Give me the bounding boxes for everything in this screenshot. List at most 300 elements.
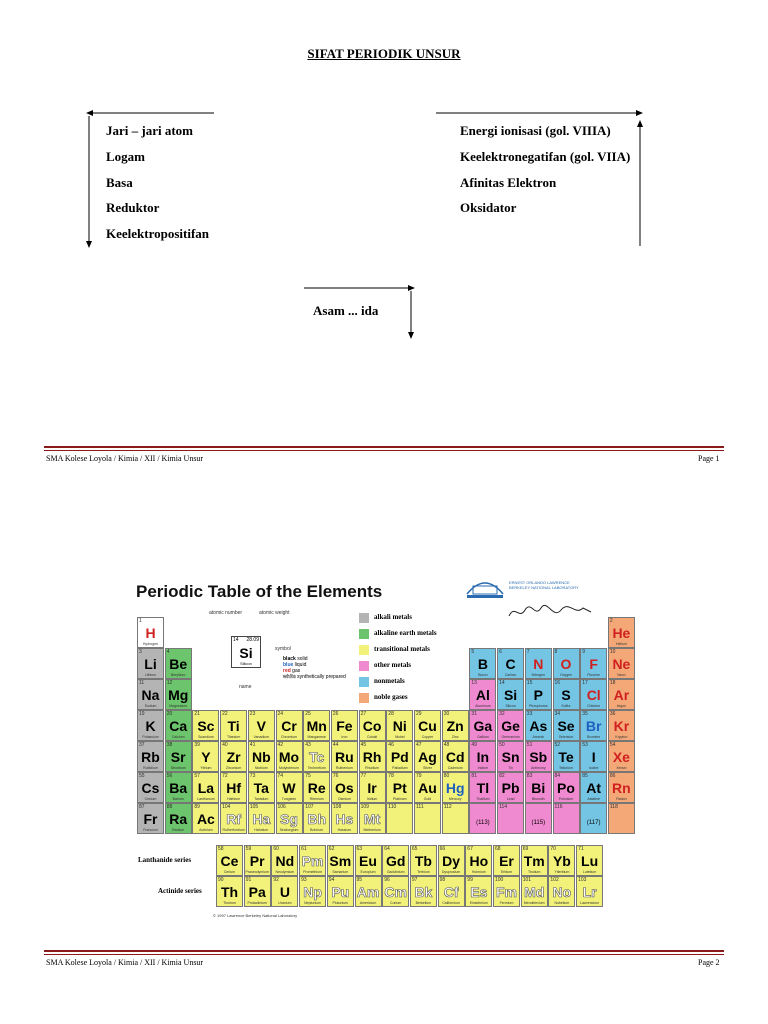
element-symbol: Hg (445, 780, 465, 796)
element-number: 83 (526, 773, 533, 779)
element-sc (192, 710, 219, 741)
left-horizontal-arrow (86, 108, 216, 118)
element-symbol: Lr (582, 884, 597, 900)
element-bh (303, 803, 330, 834)
element-symbol: V (256, 718, 266, 734)
element-116 (553, 803, 580, 834)
element-name: Californium (442, 901, 460, 905)
element-name: Rutherfordium (222, 828, 245, 832)
element-number: 67 (467, 846, 473, 852)
element-number: 80 (443, 773, 450, 779)
element-symbol: Si (503, 687, 518, 703)
element-si (497, 679, 524, 710)
element-symbol: Ba (169, 780, 188, 796)
element-cu (414, 710, 441, 741)
element-number: 97 (411, 877, 418, 883)
element-ru (331, 741, 358, 772)
element-number: 110 (388, 804, 397, 810)
element-symbol: Po (557, 780, 575, 796)
left-item-1: Jari – jari atom (106, 123, 194, 138)
element-symbol: (117) (586, 820, 601, 826)
state-word-liquid: blue (283, 662, 294, 668)
element-number: 18 (609, 680, 616, 686)
element-name: Seaborgium (279, 828, 299, 832)
page-title: SIFAT PERIODIK UNSUR (307, 46, 461, 61)
element-number: 68 (495, 846, 501, 852)
element-xe (608, 741, 635, 772)
element-number: 118 (609, 804, 618, 810)
element-th (216, 876, 243, 907)
element-mo (276, 741, 303, 772)
element-symbol: Pr (249, 853, 265, 869)
periodic-table-figure (113, 550, 654, 930)
footer2-rule-top (44, 950, 724, 952)
element-symbol: P (533, 687, 543, 703)
key-symbol-label: symbol (275, 646, 291, 652)
element-name: Praseodymium (245, 870, 269, 874)
element-tc (303, 741, 330, 772)
element-ha (248, 803, 275, 834)
element-symbol: Au (418, 780, 437, 796)
element-number: 71 (578, 846, 584, 852)
element-symbol: As (529, 718, 548, 734)
right-item-2: Keelektronegatifan (gol. VIIA) (460, 149, 631, 164)
element-number: 10 (609, 649, 616, 655)
element-ce (216, 845, 243, 876)
element-number: 36 (609, 711, 616, 717)
element-number: 34 (554, 711, 561, 717)
element-number: 15 (526, 680, 533, 686)
element-symbol: I (591, 749, 596, 765)
element-name: Actinium (199, 828, 213, 832)
key-states (283, 656, 346, 680)
element-zn (442, 710, 469, 741)
key-example-name: Silicon (240, 661, 252, 666)
legend-label: alkali metals (374, 613, 412, 621)
element-number: 5 (471, 649, 475, 655)
element-number: 32 (499, 711, 505, 717)
element-symbol: (115) (531, 820, 546, 826)
element-symbol: Ta (253, 780, 269, 796)
element-name: Argon (616, 704, 627, 708)
element-number: 95 (356, 877, 363, 883)
element-symbol: Rf (226, 811, 241, 827)
element-mt (359, 803, 386, 834)
element-bk (410, 876, 437, 907)
element-number: 93 (301, 877, 307, 883)
element-symbol: Pm (301, 853, 324, 869)
element-number: 39 (194, 742, 200, 748)
element-symbol: Md (524, 884, 545, 900)
element-name: Hassium (337, 828, 352, 832)
element-number: 79 (416, 773, 422, 779)
element-symbol: Cs (141, 780, 160, 796)
element-name: Samarium (332, 870, 349, 874)
element-number: 4 (166, 649, 170, 655)
element-name: Promethium (303, 870, 323, 874)
element-name: Nitrogen (531, 673, 545, 677)
element-name: Nobelium (554, 901, 570, 905)
element-number: 30 (443, 711, 450, 717)
element-p (525, 679, 552, 710)
element-number: 2 (609, 618, 613, 624)
element-number: 111 (416, 804, 424, 810)
element-name: Yttrium (200, 766, 212, 770)
element-symbol: B (477, 656, 488, 672)
element-number: 104 (222, 804, 231, 810)
element-name: Rhodium (365, 766, 380, 770)
element-sg (276, 803, 303, 834)
legend-swatch (359, 613, 369, 623)
element-symbol: Cr (281, 718, 297, 734)
element-c (497, 648, 524, 679)
element-name: Neodymium (275, 870, 295, 874)
element-number: 88 (166, 804, 173, 810)
footer-left-2: SMA Kolese Loyola / Kimia / XII / Kimia Unsur (46, 958, 204, 967)
element-symbol: Y (201, 749, 211, 765)
element-symbol: Cm (384, 884, 407, 900)
element-name: Uranium (278, 901, 292, 905)
element-number: 69 (522, 846, 529, 852)
element-symbol: Bh (307, 811, 327, 827)
element-number: 40 (222, 742, 228, 748)
element-symbol: Nd (275, 853, 295, 869)
element-symbol: Mo (278, 749, 300, 765)
element-113 (469, 803, 496, 834)
element-symbol: Na (141, 687, 160, 703)
element-symbol: In (476, 749, 490, 765)
legend-label: noble gases (374, 693, 408, 701)
element-name: Iodine (588, 766, 599, 770)
element-sr (165, 741, 192, 772)
element-symbol: C (505, 656, 516, 672)
element-number: 31 (471, 711, 477, 717)
element-number: 92 (273, 877, 279, 883)
periodic-table-title: Periodic Table of the Elements (136, 582, 383, 601)
element-symbol: Pa (248, 884, 266, 900)
element-symbol: Cf (443, 884, 459, 900)
element-number: 85 (582, 773, 588, 779)
element-symbol: (113) (476, 820, 490, 826)
center-vertical-arrow (406, 291, 416, 339)
element-rn (608, 772, 635, 803)
footer-page-2: Page 2 (698, 958, 720, 967)
element-pu (327, 876, 354, 907)
element-sm (327, 845, 354, 876)
legend-swatch (359, 629, 369, 639)
element-pb (497, 772, 524, 803)
element-number: 33 (526, 711, 533, 717)
element-symbol: Ac (196, 811, 215, 827)
element-name: Indium (477, 766, 489, 770)
element-symbol: Pu (331, 884, 350, 900)
element-symbol: Tm (523, 853, 545, 869)
state-desc-gas: gas (292, 668, 301, 674)
element-ti (220, 710, 247, 741)
element-name: Europium (360, 870, 376, 874)
element-name: Arsenic (532, 735, 545, 739)
legend-label: other metals (374, 661, 411, 669)
element-number: 100 (495, 877, 504, 883)
element-symbol: Cd (445, 749, 465, 765)
element-h (137, 617, 164, 648)
element-number: 87 (139, 804, 145, 810)
element-symbol: W (282, 780, 296, 796)
element-symbol: Lu (581, 853, 599, 869)
element-s (553, 679, 580, 710)
element-symbol: Sm (329, 853, 352, 869)
element-118 (608, 803, 635, 834)
element-name: Nickel (395, 735, 405, 739)
legend-swatch (359, 661, 369, 671)
element-number: 82 (499, 773, 505, 779)
element-number: 48 (443, 742, 450, 748)
key-example-weight: 28.09 (246, 637, 259, 643)
element-name: Palladium (392, 766, 408, 770)
element-lu (576, 845, 603, 876)
element-name: Mercury (448, 797, 462, 801)
element-symbol: Fm (496, 884, 517, 900)
element-number: 106 (277, 804, 286, 810)
element-symbol: Pb (501, 780, 520, 796)
element-symbol: No (552, 884, 572, 900)
element-name: Cesium (144, 797, 157, 801)
element-number: 60 (273, 846, 279, 852)
element-os (331, 772, 358, 803)
element-number: 73 (249, 773, 256, 779)
element-number: 53 (582, 742, 588, 748)
element-symbol: Ca (169, 718, 188, 734)
element-name: Chromium (280, 735, 298, 739)
element-ra (165, 803, 192, 834)
element-number: 58 (218, 846, 224, 852)
element-hg (442, 772, 469, 803)
element-symbol: F (589, 656, 598, 672)
footer-rule-bottom (44, 450, 724, 451)
element-number: 105 (249, 804, 259, 810)
element-name: Manganese (307, 735, 326, 739)
element-number: 35 (582, 711, 588, 717)
lab-name: ERNEST ORLANDO LAWRENCE BERKELEY NATIONAL LABORATORY (509, 580, 579, 590)
element-ac (192, 803, 219, 834)
element-symbol: Br (585, 718, 602, 734)
element-name: Thulium (527, 870, 541, 874)
element-symbol: Th (220, 884, 239, 900)
element-u (271, 876, 298, 907)
element-er (493, 845, 520, 876)
element-tm (521, 845, 548, 876)
element-symbol: Er (499, 853, 514, 869)
element-name: Rubidium (143, 766, 158, 770)
right-vertical-arrow (635, 120, 645, 246)
element-symbol: S (561, 687, 571, 703)
element-cl (580, 679, 607, 710)
element-name: Germanium (501, 735, 520, 739)
element-k (137, 710, 164, 741)
element-number: 3 (139, 649, 142, 655)
element-symbol: Kr (613, 718, 630, 734)
element-symbol: Nb (251, 749, 271, 765)
legend-swatch (359, 693, 369, 703)
element-np (299, 876, 326, 907)
element-name: Boron (478, 673, 488, 677)
element-number: 56 (166, 773, 173, 779)
element-number: 59 (245, 846, 252, 852)
element-number: 50 (499, 742, 505, 748)
element-name: Radium (172, 828, 185, 832)
left-item-4: Reduktor (106, 200, 160, 215)
element-br (580, 710, 607, 741)
element-number: 45 (360, 742, 367, 748)
element-symbol: Rh (362, 749, 382, 765)
element-name: Lutetium (582, 870, 597, 874)
right-item-1: Energi ionisasi (gol. VIIIA) (460, 123, 611, 138)
element-at (580, 772, 607, 803)
key-name-label: name (239, 684, 252, 690)
element-ni (386, 710, 413, 741)
element-symbol: Ha (252, 811, 271, 827)
element-name: Bohrium (310, 828, 324, 832)
element-number: 94 (328, 877, 335, 883)
element-number: 96 (384, 877, 390, 883)
element-name: Thorium (223, 901, 236, 905)
element-name: Radon (616, 797, 627, 801)
element-symbol: U (279, 884, 290, 900)
element-te (553, 741, 580, 772)
element-name: Terbium (417, 870, 430, 874)
element-symbol: Sb (529, 749, 548, 765)
element-sn (497, 741, 524, 772)
element-name: Sulfur (561, 704, 571, 708)
element-name: Sodium (144, 704, 157, 708)
element-name: Potassium (142, 735, 159, 739)
element-name: Tungsten (281, 797, 297, 801)
legend-swatch (359, 677, 369, 687)
element-number: 27 (360, 711, 367, 717)
element-tb (410, 845, 437, 876)
element-symbol: Zn (446, 718, 464, 734)
element-symbol: Ge (501, 718, 520, 734)
element-number: 103 (578, 877, 587, 883)
element-name: Helium (615, 642, 627, 646)
element-kr (608, 710, 635, 741)
element-cd (442, 741, 469, 772)
element-name: Americium (359, 901, 377, 905)
element-number: 77 (360, 773, 367, 779)
element-name: Niobium (254, 766, 268, 770)
element-number: 11 (139, 680, 145, 686)
element-number: 43 (305, 742, 311, 748)
left-vertical-arrow (84, 116, 94, 248)
right-item-4: Oksidator (460, 200, 517, 215)
element-name: Molybdenum (278, 766, 300, 770)
element-name: Lawrencium (580, 901, 600, 905)
element-symbol: La (197, 780, 215, 796)
element-number: 8 (554, 649, 558, 655)
element-number: 89 (194, 804, 200, 810)
element-symbol: Ar (613, 687, 630, 703)
element-symbol: Ir (367, 780, 377, 796)
element-symbol: Sg (280, 811, 298, 827)
center-item: Asam ... ida (313, 303, 379, 318)
right-item-3: Afinitas Elektron (460, 175, 557, 190)
element-name: Hafnium (227, 797, 241, 801)
element-name: Gallium (476, 735, 489, 739)
element-110 (386, 803, 413, 834)
key-example-cell (231, 636, 261, 668)
element-eu (355, 845, 382, 876)
element-symbol: Bk (414, 884, 433, 900)
key-example-symbol: Si (239, 645, 253, 661)
element-pd (386, 741, 413, 772)
element-symbol: At (586, 780, 602, 796)
element-name: Phosphorus (528, 704, 548, 708)
element-name: Curium (390, 901, 402, 905)
element-pm (299, 845, 326, 876)
element-pt (386, 772, 413, 803)
element-name: Silver (423, 766, 432, 770)
element-symbol: Zr (226, 749, 241, 765)
element-name: Platinum (392, 797, 407, 801)
element-symbol: Gd (385, 853, 406, 869)
element-name: Xenon (616, 766, 627, 770)
element-number: 81 (471, 773, 477, 779)
element-number: 91 (245, 877, 252, 883)
element-ne (608, 648, 635, 679)
element-number: 7 (526, 649, 530, 655)
element-name: Strontium (170, 766, 186, 770)
element-nd (271, 845, 298, 876)
element-number: 41 (249, 742, 256, 748)
element-name: Bromine (587, 735, 601, 739)
element-symbol: Np (303, 884, 322, 900)
element-symbol: Ne (612, 656, 631, 672)
element-number: 9 (582, 649, 585, 655)
element-number: 16 (554, 680, 561, 686)
element-cm (382, 876, 409, 907)
element-number: 28 (388, 711, 394, 717)
element-gd (382, 845, 409, 876)
element-symbol: Al (475, 687, 490, 703)
footer-page-1: Page 1 (698, 454, 720, 463)
element-name: Neptunium (304, 901, 322, 905)
element-name: Selenium (558, 735, 574, 739)
element-number: 75 (305, 773, 311, 779)
element-number: 25 (305, 711, 311, 717)
element-number: 13 (471, 680, 477, 686)
element-name: Magnesium (169, 704, 188, 708)
element-number: 114 (499, 804, 508, 810)
element-symbol: Sn (501, 749, 520, 765)
element-symbol: H (145, 625, 156, 641)
element-fe (331, 710, 358, 741)
element-symbol: Sr (170, 749, 186, 765)
key-example-number: 14 (233, 637, 239, 643)
element-pa (244, 876, 271, 907)
element-number: 37 (139, 742, 145, 748)
element-symbol: Mt (363, 811, 381, 827)
element-lr (576, 876, 603, 907)
element-number: 14 (499, 680, 505, 686)
element-name: Aluminum (475, 704, 491, 708)
element-number: 54 (609, 742, 616, 748)
element-number: 42 (277, 742, 284, 748)
element-po (553, 772, 580, 803)
lanthanide-series-label: Lanthanide series (138, 856, 192, 864)
element-name: Fermium (499, 901, 514, 905)
element-name: Copper (421, 735, 434, 739)
element-tl (469, 772, 496, 803)
